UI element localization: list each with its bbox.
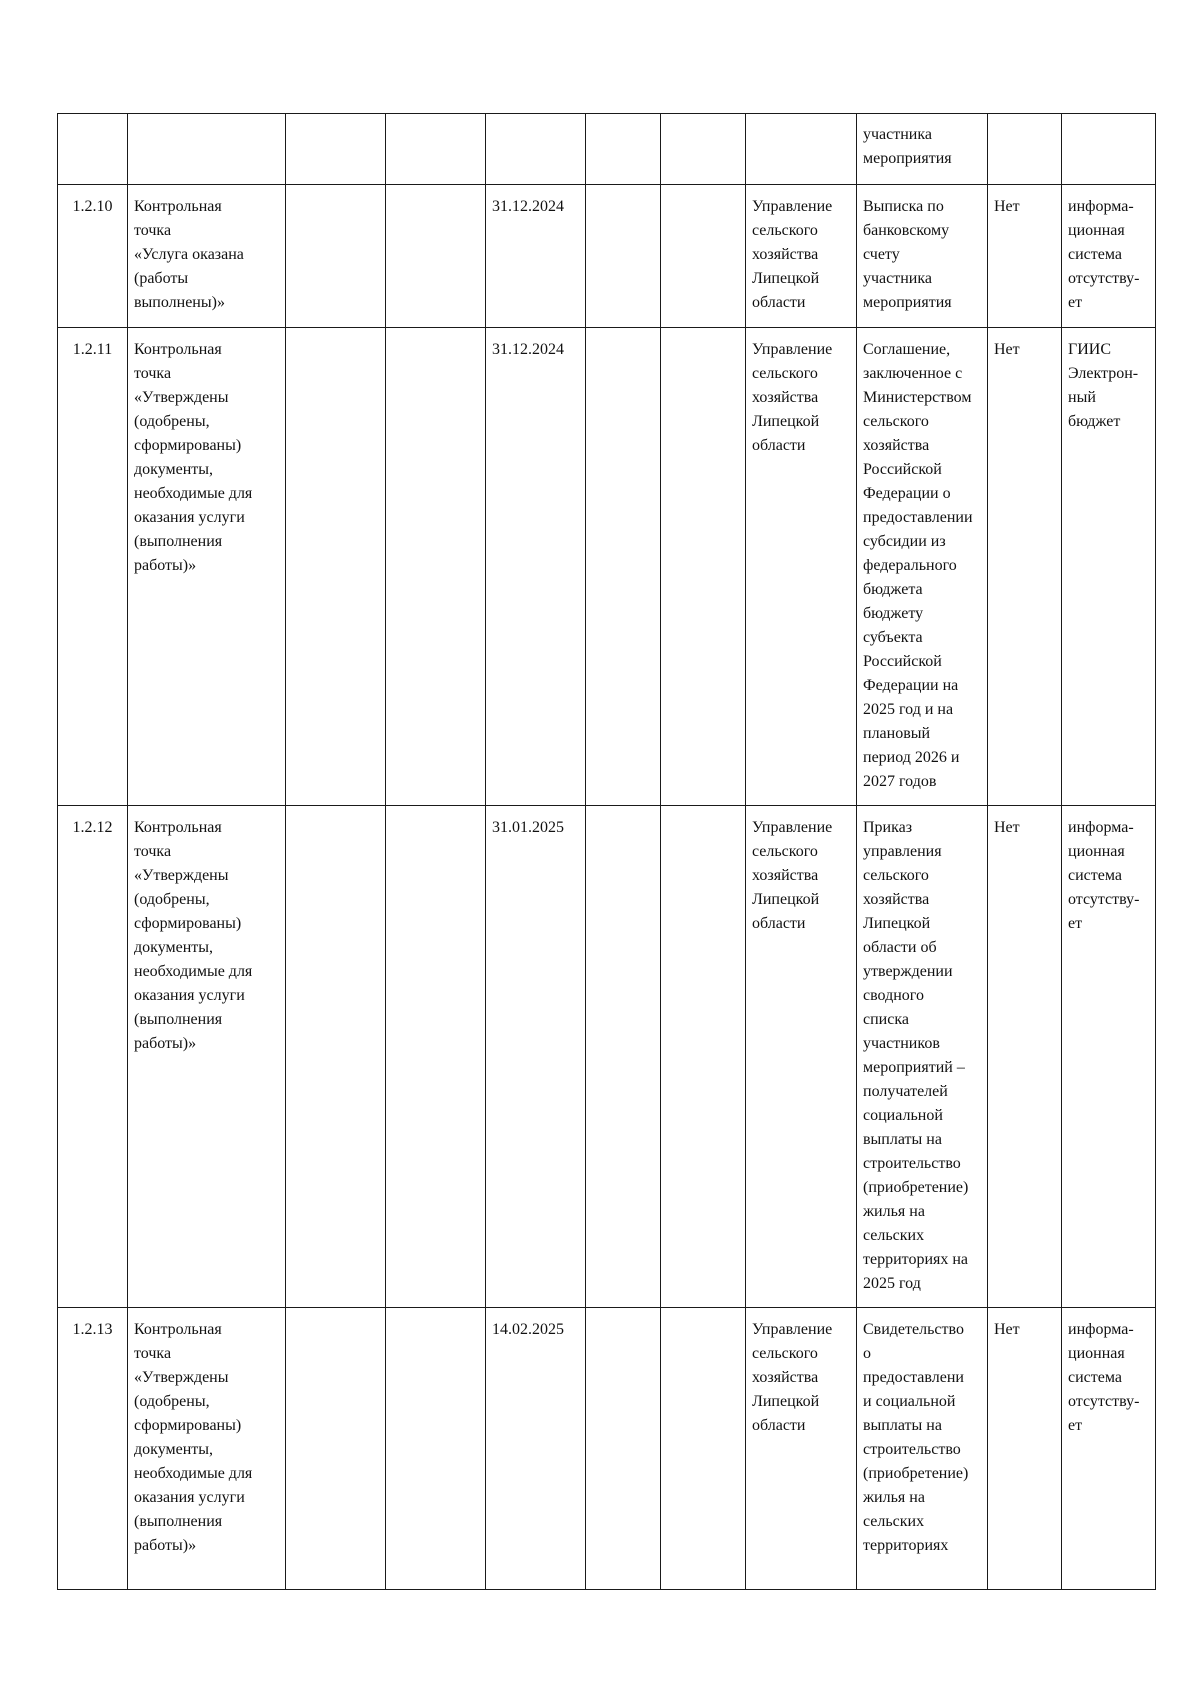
event-name-cell: Контрольная точка «Утверждены (одобрены, сформированы) документы, необходимые для оказания услуги (выполнения работы)»: [128, 806, 286, 1308]
event-name-cell: Контрольная точка «Услуга оказана (работы выполнены)»: [128, 185, 286, 328]
event-name-cell: Контрольная точка «Утверждены (одобрены, сформированы) документы, необходимые для оказания услуги (выполнения работы)»: [128, 328, 286, 806]
information-system-cell: ГИИС Электрон- ный бюджет: [1062, 328, 1156, 806]
event-name-cell: [128, 114, 286, 185]
control-points-table: [57, 113, 1156, 1590]
information-system-cell: информа- ционная система отсутству- ет: [1062, 1308, 1156, 1590]
flag-cell: Нет: [988, 806, 1062, 1308]
table-row: [58, 114, 1156, 185]
document-cell: Приказ управления сельского хозяйства Липецкой области об утверждении сводного списка участников мероприятий – получателей социальной выплаты на строительство (приобретение) жилья на сельских территориях на 2025 год: [857, 806, 988, 1308]
empty-cell: [586, 185, 661, 328]
responsible-cell: Управление сельского хозяйства Липецкой области: [746, 806, 857, 1308]
table-row: [58, 806, 1156, 1308]
empty-cell: [386, 328, 486, 806]
empty-cell: [586, 806, 661, 1308]
date-cell: 14.02.2025: [486, 1308, 586, 1590]
row-number-cell: [58, 114, 128, 185]
row-number-cell: 1.2.11: [58, 328, 128, 806]
event-name-cell: Контрольная точка «Утверждены (одобрены, сформированы) документы, необходимые для оказания услуги (выполнения работы)»: [128, 1308, 286, 1590]
flag-cell: Нет: [988, 328, 1062, 806]
document-cell: Свидетельство о предоставлени и социальной выплаты на строительство (приобретение) жилья на сельских территориях: [857, 1308, 988, 1590]
empty-cell: [661, 114, 746, 185]
empty-cell: [286, 114, 386, 185]
empty-cell: [586, 1308, 661, 1590]
information-system-cell: [1062, 114, 1156, 185]
table-row: [58, 1308, 1156, 1590]
empty-cell: [586, 114, 661, 185]
empty-cell: [586, 328, 661, 806]
empty-cell: [286, 328, 386, 806]
row-number-cell: 1.2.12: [58, 806, 128, 1308]
row-number-cell: 1.2.13: [58, 1308, 128, 1590]
date-cell: [486, 114, 586, 185]
information-system-cell: информа- ционная система отсутству- ет: [1062, 185, 1156, 328]
document-cell: Выписка по банковскому счету участника мероприятия: [857, 185, 988, 328]
empty-cell: [386, 1308, 486, 1590]
flag-cell: Нет: [988, 1308, 1062, 1590]
flag-cell: Нет: [988, 185, 1062, 328]
information-system-cell: информа- ционная система отсутству- ет: [1062, 806, 1156, 1308]
responsible-cell: Управление сельского хозяйства Липецкой области: [746, 328, 857, 806]
responsible-cell: Управление сельского хозяйства Липецкой области: [746, 1308, 857, 1590]
date-cell: 31.12.2024: [486, 328, 586, 806]
date-cell: 31.01.2025: [486, 806, 586, 1308]
empty-cell: [661, 806, 746, 1308]
empty-cell: [386, 114, 486, 185]
empty-cell: [661, 185, 746, 328]
empty-cell: [286, 1308, 386, 1590]
empty-cell: [386, 806, 486, 1308]
empty-cell: [286, 806, 386, 1308]
responsible-cell: [746, 114, 857, 185]
date-cell: 31.12.2024: [486, 185, 586, 328]
document-cell: участника мероприятия: [857, 114, 988, 185]
table-row: [58, 185, 1156, 328]
empty-cell: [661, 328, 746, 806]
flag-cell: [988, 114, 1062, 185]
empty-cell: [286, 185, 386, 328]
document-cell: Соглашение, заключенное с Министерством сельского хозяйства Российской Федерации о предоставлении субсидии из федерального бюджета бюджету субъекта Российской Федерации на 2025 год и на плановый период 2026 и 2027 годов: [857, 328, 988, 806]
empty-cell: [386, 185, 486, 328]
responsible-cell: Управление сельского хозяйства Липецкой области: [746, 185, 857, 328]
row-number-cell: 1.2.10: [58, 185, 128, 328]
table-row: [58, 328, 1156, 806]
empty-cell: [661, 1308, 746, 1590]
